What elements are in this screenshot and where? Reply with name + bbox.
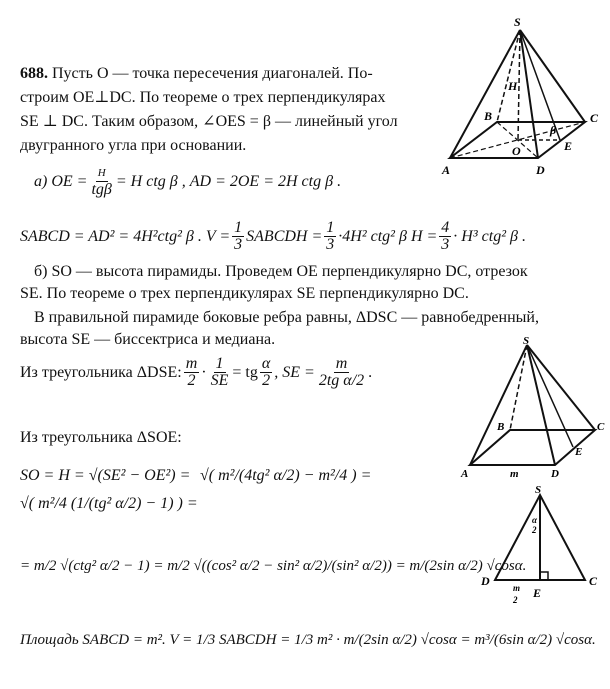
problem-number: 688. <box>20 65 48 82</box>
soe-label: Из треугольника ΔSOE: <box>20 429 182 446</box>
label-e: E <box>564 139 573 153</box>
part-b-line1: б) SO — высота пирамиды. Проведем OE перпендикулярно DC, отрезок <box>34 263 528 280</box>
label-d: D <box>536 163 545 177</box>
pyramid-figure-2 <box>455 335 605 485</box>
fraction: $\frac{H}{\text{tgβ}}$ <box>91 167 112 198</box>
problem-line3: SE ⊥ DC. Таким образом, ∠OES = β — линейный угол <box>20 113 398 130</box>
triangle-figure <box>475 485 605 610</box>
problem-line1: 688. Пусть O — точка пересечения диагоналей. По- <box>20 65 373 82</box>
dse-formula: Из треугольника ΔDSE: $\frac{m}{2}$ · $\frac{1}{SE}$ = tg $\frac{\alpha}{2}$ , SE = $\frac{m}{\text{2tg α/2}}$ . <box>20 355 373 389</box>
problem-line4: двугранного угла при основании. <box>20 137 247 154</box>
svg-text:D: D <box>481 574 490 588</box>
svg-text:m: m <box>510 468 519 480</box>
svg-text:S: S <box>535 485 542 496</box>
area-a-formula: SABCD = AD² = 4H²ctg² β . V = $\frac{1}{3}$ SABCDH = $\frac{1}{3}$ ·4H² ctg² β H = $\frac{4}{3}$ · H³ ctg² β . <box>20 219 526 253</box>
svg-text:E: E <box>533 586 542 600</box>
part-b-line3: В правильной пирамиде боковые ребра равны, ΔDSC — равнобедренный, <box>34 309 539 326</box>
svg-text:C: C <box>597 421 605 433</box>
soe-expr1c: √( m²/4 (1/(tg² α/2) − 1) ) = <box>20 495 198 512</box>
part-b-line4: высота SE — биссектриса и медиана. <box>20 331 276 348</box>
label-b: B <box>484 109 493 123</box>
svg-text:E: E <box>575 446 583 458</box>
label-c: C <box>590 111 599 125</box>
svg-text:C: C <box>589 574 598 588</box>
soe-expr1b: √( m²/(4tg² α/2) − m²/4 ) = <box>200 467 372 484</box>
svg-text:2: 2 <box>532 525 537 535</box>
pyramid-figure-1 <box>430 10 605 180</box>
final-formula: Площадь SABCD = m². V = 1/3 SABCDH = 1/3 m² · m/(2sin α/2) √cosα = m³/(6sin α/2) √cosα. <box>20 632 596 648</box>
svg-text:A: A <box>461 468 469 480</box>
svg-text:B: B <box>497 421 505 433</box>
label-a: A <box>442 163 451 177</box>
svg-text:S: S <box>523 335 530 347</box>
svg-text:α: α <box>532 515 537 525</box>
svg-text:2: 2 <box>513 595 518 605</box>
part-b-line2: SE. По теореме о трех перпендикулярах SE перпендикулярно DC. <box>20 285 469 302</box>
svg-text:D: D <box>551 468 559 480</box>
problem-line2: строим OE⊥DC. По теореме о трех перпендикулярах <box>20 89 386 106</box>
part-a-formula: а) OE = $\frac{H}{\text{tgβ}}$ = H ctg β , AD = 2OE = 2H ctg β . <box>34 167 342 198</box>
soe-expr2: = m/2 √(ctg² α/2 − 1) = m/2 √((cos² α/2 − sin² α/2)/(sin² α/2)) = m/(2sin α/2) √cosα. <box>20 558 527 574</box>
label-s: S <box>514 15 521 29</box>
svg-text:m: m <box>513 583 521 593</box>
label-o: O <box>512 144 521 158</box>
soe-expr1: SO = H = √(SE² − OE²) = <box>20 467 191 484</box>
label-beta: β <box>550 123 557 137</box>
label-h: H <box>508 79 518 93</box>
